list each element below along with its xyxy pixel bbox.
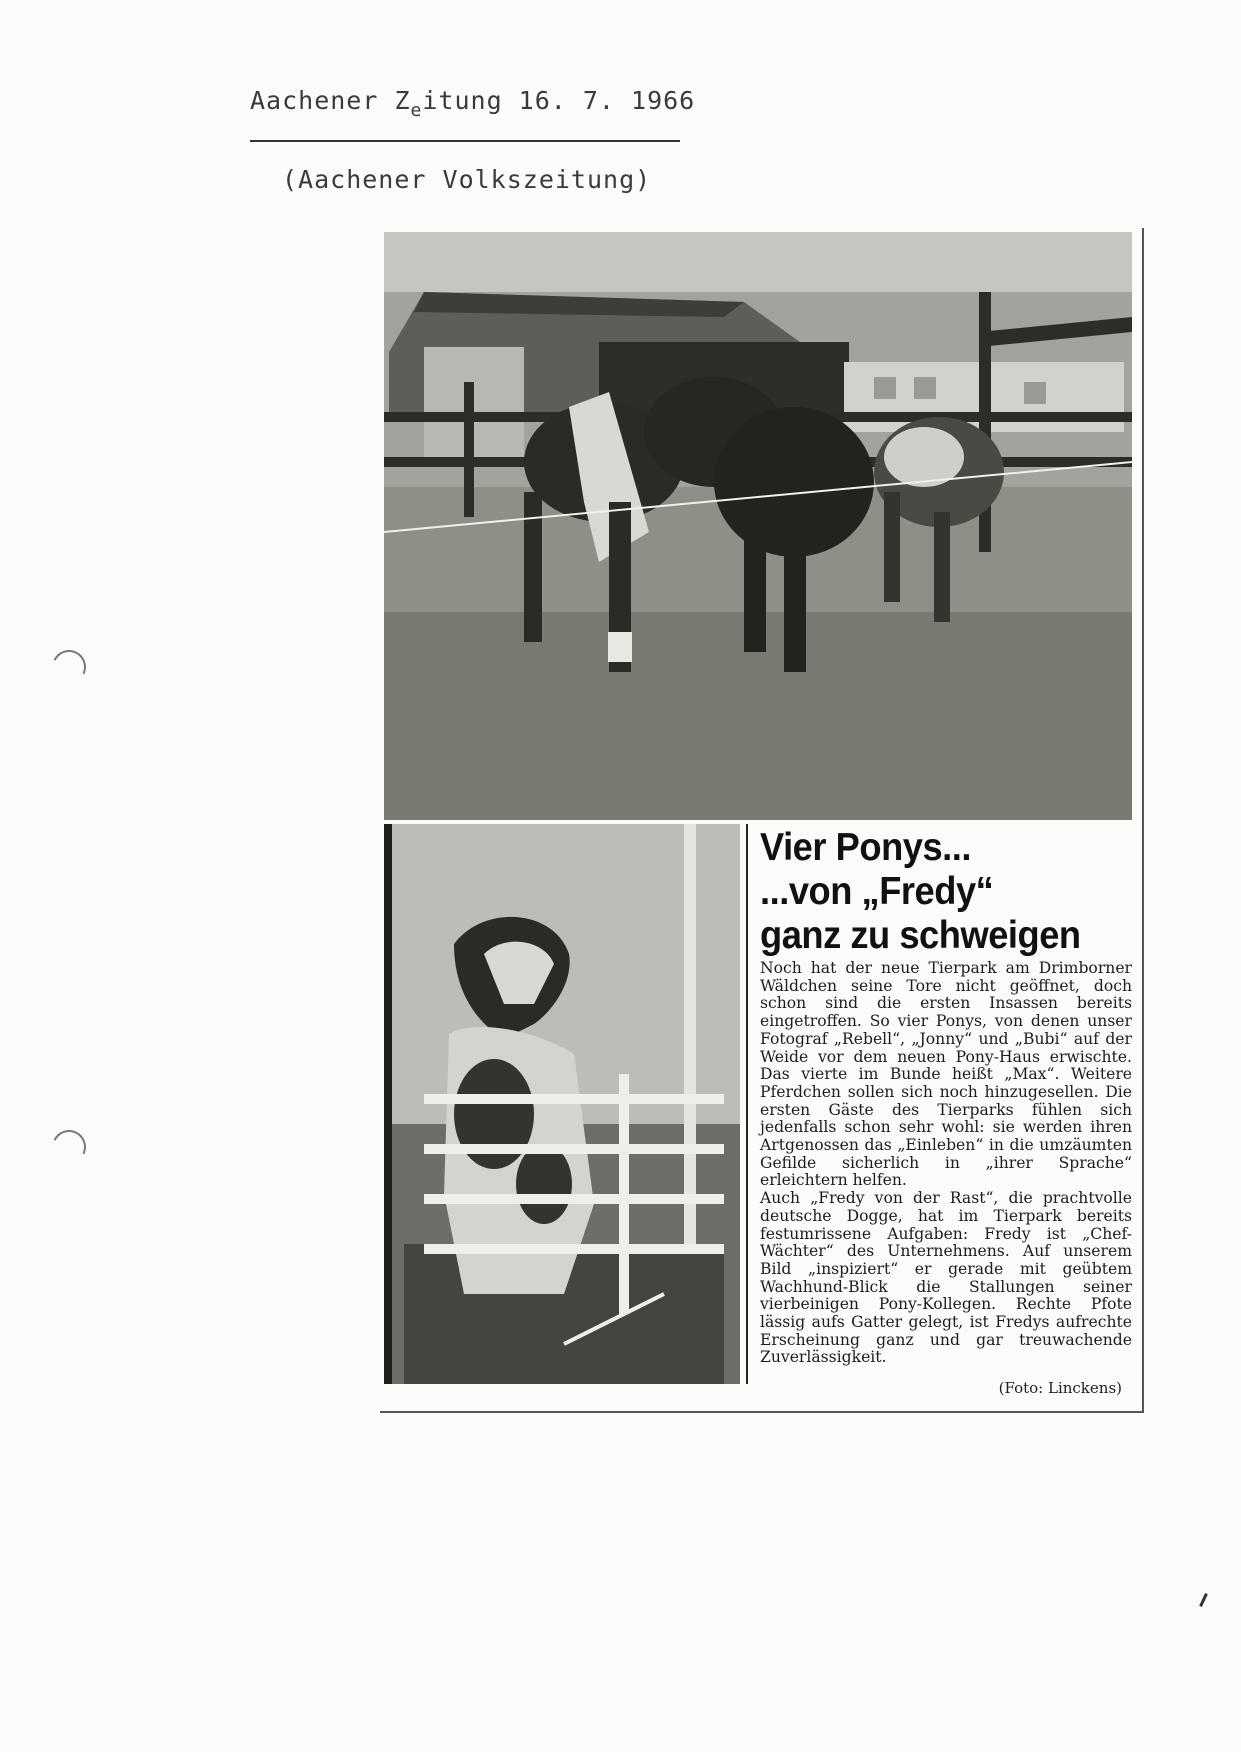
- clipping-source-label: [250, 86, 696, 121]
- headline-line: Vier Ponys...: [760, 826, 972, 869]
- source-text-sub: e: [410, 100, 423, 121]
- ponies-photo: [384, 232, 1132, 820]
- article-paragraph: Auch „Fredy von der Rast“, die prachtvolle deutsche Dogge, hat im Tierpark bereits festumrissene Aufgaben: Fredy ist „Chef-Wächter“ des Unternehmens. Auf unserem Bild „inspiziert“ er gerade mit geübtem Wachhund-Blick die Stallungen seiner vierbeinigen Pony-Kollegen. Rechte Pfote lässig aufs Gatter gelegt, ist Fredys aufrechte Erscheinung ganz und gar treuwachende Zuverlässigkeit.: [760, 1189, 1132, 1367]
- source-text-b: itung 16. 7. 1966: [422, 86, 696, 115]
- dog-photo: [384, 824, 740, 1384]
- paper-mark: [1199, 1593, 1208, 1607]
- article-headline: [760, 826, 1081, 958]
- article-paragraph: Noch hat der neue Tierpark am Drimborner Wäldchen seine Tore nicht geöffnet, doch schon sind die ersten Insassen bereits eingetroffen. So vier Ponys, von denen unser Fotograf „Rebell“, „Jonny“ und „Bubi“ auf der Weide vor dem neuen Pony-Haus erwischte. Das vierte im Bunde heißt „Max“. Weitere Pferdchen sollen sich noch hinzugesellen. Die ersten Gäste des Tierparks fühlen sich jedenfalls schon sehr wohl: sie werden ihren Artgenossen das „Einleben“ in die umzäumten Gefilde sicherlich in „ihrer Sprache“ erleichtern helfen.: [760, 959, 1132, 1190]
- source-text-a: Aachener Z: [250, 86, 411, 115]
- photo-credit: (Foto: Linckens): [998, 1379, 1122, 1397]
- source-underline: [250, 140, 680, 142]
- article-column: [754, 824, 1132, 1407]
- column-divider: [746, 824, 748, 1384]
- headline-line: ...von „Fredy“: [760, 870, 994, 913]
- punch-hole-mark: [47, 645, 91, 689]
- punch-hole-mark: [47, 1125, 91, 1169]
- newspaper-name: (Aachener Volkszeitung): [282, 165, 652, 194]
- newspaper-clipping: [384, 232, 1138, 1407]
- article-body: [760, 960, 1132, 1367]
- headline-line: ganz zu schweigen: [760, 914, 1081, 957]
